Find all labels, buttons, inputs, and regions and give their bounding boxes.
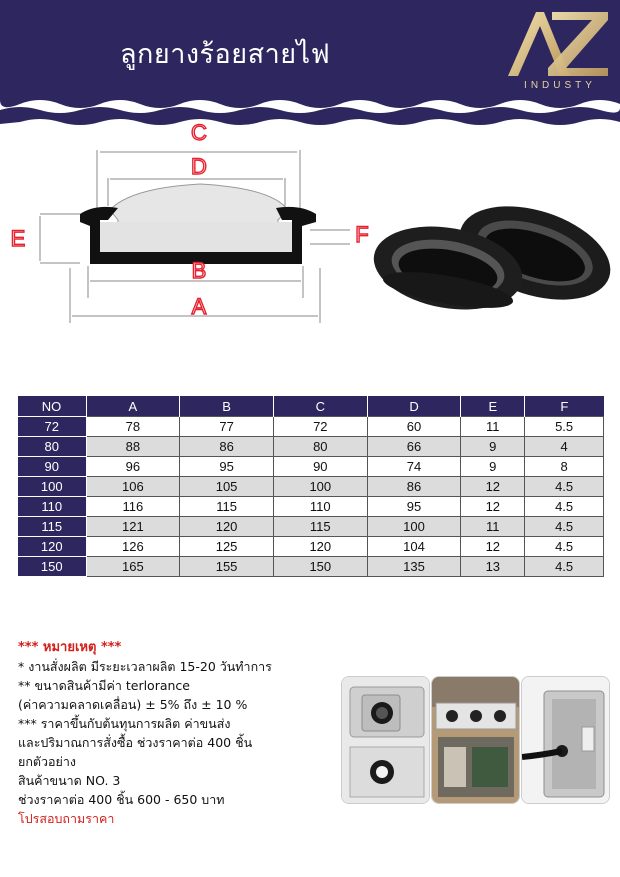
dimension-label-a: A	[191, 294, 207, 319]
column-header-e: E	[461, 396, 525, 417]
size-no-cell: 72	[18, 417, 87, 437]
application-photo-enclosure	[521, 676, 610, 804]
application-photo-cabinet	[431, 676, 520, 804]
table-cell: 95	[180, 457, 274, 477]
table-cell: 4.5	[525, 517, 604, 537]
table-row	[18, 557, 604, 577]
table-cell: 96	[86, 457, 180, 477]
table-cell: 115	[273, 517, 367, 537]
table-cell: 120	[273, 537, 367, 557]
table-cell: 150	[273, 557, 367, 577]
rubber-grommet-image	[367, 189, 620, 320]
application-photo-box	[341, 676, 430, 804]
table-cell: 165	[86, 557, 180, 577]
size-no-cell: 115	[18, 517, 87, 537]
table-cell: 4.5	[525, 557, 604, 577]
contact-for-price: โปรสอบถามราคา	[18, 811, 115, 826]
note-line: (ค่าความคลาดเคลื่อน) ± 5% ถึง ± 10 %	[18, 697, 248, 712]
table-cell: 104	[367, 537, 461, 557]
table-cell: 60	[367, 417, 461, 437]
dimension-label-f: F	[355, 222, 369, 247]
table-cell: 9	[461, 437, 525, 457]
table-cell: 95	[367, 497, 461, 517]
column-header-b: B	[180, 396, 274, 417]
page-title: ลูกยางร้อยสายไฟ	[120, 39, 331, 70]
table-cell: 86	[367, 477, 461, 497]
table-cell: 74	[367, 457, 461, 477]
size-spec-table	[17, 396, 604, 577]
notes-heading: *** หมายเหตุ ***	[18, 640, 122, 655]
table-cell: 12	[461, 537, 525, 557]
table-cell: 125	[180, 537, 274, 557]
grommet-diagram	[0, 118, 620, 378]
table-cell: 5.5	[525, 417, 604, 437]
table-cell: 80	[273, 437, 367, 457]
page-header	[0, 0, 620, 130]
table-row	[18, 537, 604, 557]
table-cell: 12	[461, 477, 525, 497]
logo-subtitle: INDUSTY	[524, 80, 596, 91]
table-cell: 11	[461, 417, 525, 437]
note-line: * งานสั่งผลิต มีระยะเวลาผลิต 15-20 วันทำการ	[18, 659, 272, 674]
table-cell: 13	[461, 557, 525, 577]
table-cell: 126	[86, 537, 180, 557]
table-cell: 4	[525, 437, 604, 457]
table-cell: 9	[461, 457, 525, 477]
column-header-a: A	[86, 396, 180, 417]
dimension-label-e: E	[10, 226, 26, 251]
dimension-label-d: D	[191, 154, 207, 179]
column-header-no: NO	[18, 396, 87, 417]
table-cell: 11	[461, 517, 525, 537]
table-cell: 120	[180, 517, 274, 537]
table-cell: 72	[273, 417, 367, 437]
table-cell: 110	[273, 497, 367, 517]
column-header-c: C	[273, 396, 367, 417]
table-cell: 88	[86, 437, 180, 457]
table-row	[18, 457, 604, 477]
table-cell: 78	[86, 417, 180, 437]
table-cell: 121	[86, 517, 180, 537]
table-row	[18, 497, 604, 517]
note-line: และปริมาณการสั่งซื้อ ช่วงราคาต่อ 400 ชิ้น	[18, 735, 253, 750]
table-header-row	[18, 396, 604, 417]
size-no-cell: 120	[18, 537, 87, 557]
note-line: ** ขนาดสินค้ามีค่า terlorance	[18, 678, 190, 693]
column-header-f: F	[525, 396, 604, 417]
size-no-cell: 100	[18, 477, 87, 497]
table-row	[18, 517, 604, 537]
table-cell: 106	[86, 477, 180, 497]
note-line: สินค้าขนาด NO. 3	[18, 773, 121, 788]
size-no-cell: 110	[18, 497, 87, 517]
table-cell: 100	[273, 477, 367, 497]
table-cell: 115	[180, 497, 274, 517]
table-cell: 66	[367, 437, 461, 457]
table-cell: 77	[180, 417, 274, 437]
size-no-cell: 90	[18, 457, 87, 477]
table-cell: 8	[525, 457, 604, 477]
table-cell: 105	[180, 477, 274, 497]
note-line: ยกตัวอย่าง	[18, 754, 76, 769]
table-row	[18, 417, 604, 437]
size-no-cell: 150	[18, 557, 87, 577]
table-row	[18, 437, 604, 457]
table-row	[18, 477, 604, 497]
table-cell: 4.5	[525, 477, 604, 497]
dimension-label-c: C	[191, 120, 207, 145]
table-cell: 90	[273, 457, 367, 477]
table-cell: 116	[86, 497, 180, 517]
table-cell: 4.5	[525, 497, 604, 517]
note-line: *** ราคาขึ้นกับต้นทุนการผลิต ค่าขนส่ง	[18, 716, 231, 731]
table-cell: 100	[367, 517, 461, 537]
table-cell: 86	[180, 437, 274, 457]
dimension-label-b: B	[191, 258, 207, 283]
table-cell: 135	[367, 557, 461, 577]
notes-section	[18, 638, 348, 828]
table-cell: 12	[461, 497, 525, 517]
table-cell: 4.5	[525, 537, 604, 557]
note-line: ช่วงราคาต่อ 400 ชิ้น 600 - 650 บาท	[18, 792, 225, 807]
table-cell: 155	[180, 557, 274, 577]
column-header-d: D	[367, 396, 461, 417]
size-no-cell: 80	[18, 437, 87, 457]
